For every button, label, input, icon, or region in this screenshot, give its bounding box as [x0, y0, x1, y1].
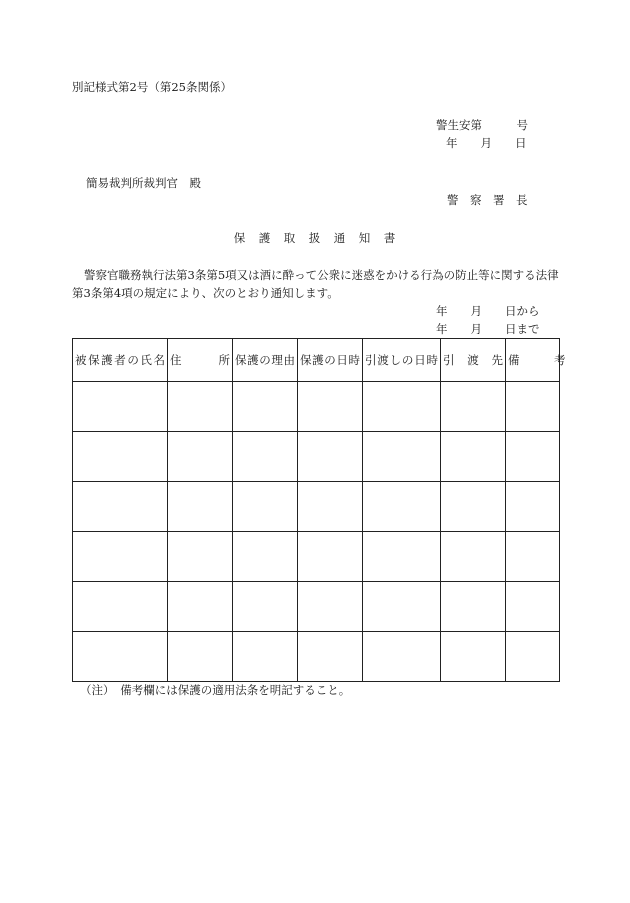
table-cell — [233, 532, 298, 582]
table-cell — [168, 582, 233, 632]
table-cell — [441, 382, 506, 432]
table-row — [73, 632, 560, 682]
table-cell — [441, 482, 506, 532]
table-cell — [233, 632, 298, 682]
header-protection-reason: 保護の理由 — [233, 339, 298, 382]
table-cell — [73, 432, 168, 482]
header-handover-datetime: 引渡しの日時 — [363, 339, 441, 382]
table-cell — [73, 582, 168, 632]
table-cell — [233, 582, 298, 632]
table-cell — [168, 382, 233, 432]
table-cell — [168, 532, 233, 582]
header-protected-person-name: 被保護者の氏名 — [73, 339, 168, 382]
table-row — [73, 432, 560, 482]
table-cell — [298, 482, 363, 532]
table-cell — [233, 432, 298, 482]
table-row — [73, 582, 560, 632]
table-cell — [363, 632, 441, 682]
table-cell — [298, 582, 363, 632]
table-row — [73, 532, 560, 582]
table-cell — [168, 432, 233, 482]
table-cell — [506, 582, 560, 632]
table-cell — [363, 382, 441, 432]
header-protection-datetime: 保護の日時 — [298, 339, 363, 382]
sender: 警 察 署 長 — [447, 193, 528, 207]
document-number: 警生安第 号 — [436, 118, 528, 132]
table-cell — [441, 582, 506, 632]
form-label: 別記様式第2号（第25条関係） — [72, 80, 232, 94]
table-header-row — [73, 339, 560, 382]
table-cell — [233, 382, 298, 432]
footnote: （注） 備考欄には保護の適用法条を明記すること。 — [80, 683, 351, 697]
body-text — [72, 266, 560, 302]
body-text-content: 警察官職務執行法第3条第5項又は酒に酔って公衆に迷惑をかける行為の防止等に関する法律第3条第4項の規定により、次のとおり通知します。 — [72, 268, 559, 300]
table-cell — [441, 532, 506, 582]
period-to: 年 月 日まで — [436, 322, 540, 336]
table-cell — [363, 432, 441, 482]
table-cell — [298, 382, 363, 432]
table-cell — [441, 432, 506, 482]
header-remarks: 備 考 — [506, 339, 560, 382]
table-cell — [168, 482, 233, 532]
table-cell — [506, 382, 560, 432]
page-title: 保 護 取 扱 通 知 書 — [233, 231, 397, 245]
table-cell — [441, 632, 506, 682]
addressee: 簡易裁判所裁判官 殿 — [86, 176, 201, 190]
table-cell — [363, 482, 441, 532]
table-cell — [363, 532, 441, 582]
period-from: 年 月 日から — [436, 304, 540, 318]
table-cell — [73, 532, 168, 582]
table-cell — [363, 582, 441, 632]
table-cell — [233, 482, 298, 532]
table-cell — [168, 632, 233, 682]
table-row — [73, 382, 560, 432]
table-cell — [506, 482, 560, 532]
table-cell — [506, 432, 560, 482]
table-row — [73, 482, 560, 532]
table-cell — [298, 632, 363, 682]
table-cell — [73, 382, 168, 432]
header-handover-recipient: 引 渡 先 — [441, 339, 506, 382]
protection-table — [72, 338, 566, 682]
table-cell — [73, 632, 168, 682]
table-cell — [298, 532, 363, 582]
table-cell — [506, 532, 560, 582]
header-address: 住 所 — [168, 339, 233, 382]
table-cell — [73, 482, 168, 532]
table-cell — [298, 432, 363, 482]
document-date: 年 月 日 — [446, 136, 527, 150]
table-cell — [506, 632, 560, 682]
